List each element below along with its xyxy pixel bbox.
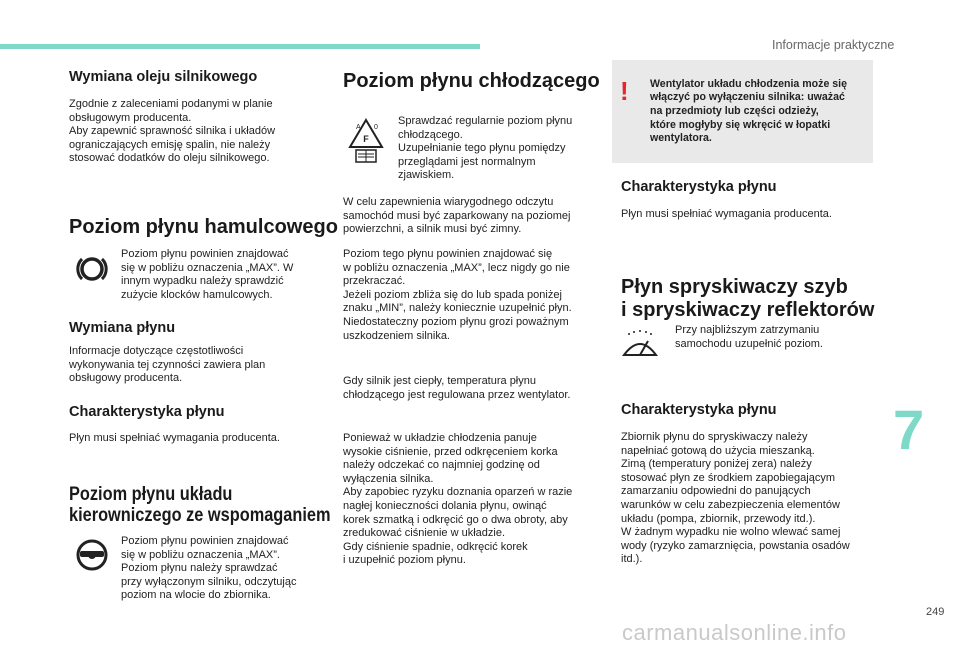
- svg-text:A: A: [356, 124, 361, 131]
- power-steering-text: Poziom płynu powinien znajdować się w pobliżu oznaczenia „MAX”. Poziom płynu należy sprawdzać przy wyłączonym silniku, odczytując poziom na wlocie do zbiornika.: [121, 535, 297, 602]
- warning-exclamation-icon: !: [620, 76, 629, 106]
- chapter-number: 7: [893, 398, 925, 461]
- coolant-para-2: Poziom tego płynu powinien znajdować się w pobliżu oznaczenia „MAX”, lecz nigdy go nie przekraczać. Jeżeli poziom zbliża się do lub spada poniżej znaku „MIN”, należy koniecznie uzupełnić płyn. Niedostateczny poziom płynu grozi poważnym uszkodzeniem silnika.: [343, 248, 572, 342]
- brake-warning-icon: [76, 253, 108, 285]
- fluid-change-text: Informacje dotyczące częstotliwości wykonywania tej czynności zawiera plan obsługowy producenta.: [69, 345, 266, 385]
- fluid-spec-text: Płyn musi spełniać wymagania producenta.: [69, 432, 280, 444]
- washer-spec-heading: Charakterystyka płynu: [621, 402, 777, 418]
- warning-note-text: Wentylator układu chłodzenia może się włączyć po wyłączeniu silnika: uważać na przedmioty lub części odzieży, które mogłyby się wkręcić w łopatki wentylatora.: [650, 77, 848, 145]
- page-number: 249: [926, 606, 945, 618]
- windscreen-washer-icon: [621, 329, 659, 361]
- power-steering-heading: Poziom płynu układu kierowniczego ze wspomaganiem: [69, 484, 331, 526]
- oil-change-text: Zgodnie z zaleceniami podanymi w planie obsługowym producenta. Aby zapewnić sprawność silnika i układów ograniczających emisję spalin, nie należy stosować dodatków do oleju silnikowego.: [69, 98, 276, 165]
- oil-change-heading: Wymiana oleju silnikowego: [69, 69, 258, 85]
- brake-fluid-text: Poziom płynu powinien znajdować się w pobliżu oznaczenia „MAX”. W innym wypadku należy sprawdzić zużycie klocków hamulcowych.: [121, 248, 294, 301]
- right-fluid-spec-text: Płyn musi spełniać wymagania producenta.: [621, 208, 832, 220]
- washer-fluid-text: Przy najbliższym zatrzymaniu samochodu uzupełnić poziom.: [675, 324, 823, 350]
- section-title: Informacje praktyczne: [772, 38, 895, 52]
- coolant-intro-text: Sprawdzać regularnie poziom płynu chłodzącego. Uzupełnianie tego płynu pomiędzy przeglądami jest normalnym zjawiskiem.: [398, 115, 573, 182]
- fluid-spec-heading: Charakterystyka płynu: [69, 404, 225, 420]
- washer-fluid-heading: Płyn spryskiwaczy szyb i spryskiwaczy reflektorów: [621, 276, 875, 321]
- watermark: carmanualsonline.info: [622, 620, 847, 645]
- coolant-temperature-icon: [348, 117, 384, 165]
- svg-text:0: 0: [374, 124, 378, 131]
- header-accent-bar: [0, 44, 480, 49]
- coolant-para-1: W celu zapewnienia wiarygodnego odczytu samochód musi być zaparkowany na poziomej powierzchni, a silnik musi być zimny.: [343, 196, 571, 236]
- fluid-change-heading: Wymiana płynu: [69, 320, 176, 336]
- svg-text:F: F: [363, 134, 369, 144]
- steering-wheel-icon: [75, 538, 109, 572]
- washer-spec-text: Zbiornik płynu do spryskiwaczy należy napełniać gotową do użycia mieszanką. Zimą (temperatury poniżej zera) należy stosować płyn ze środkiem zapobiegającym zamarzaniu odpowiedni do panujących warunków w celu zabezpieczenia elementów układu (pompa, zbiornik, przewody itd.). W żadnym wypadku nie wolno wlewać samej wody (ryzyko zamarznięcia, powstania osadów itd.).: [621, 431, 850, 566]
- brake-fluid-heading: Poziom płynu hamulcowego: [69, 216, 338, 238]
- coolant-para-4: Ponieważ w układzie chłodzenia panuje wysokie ciśnienie, przed odkręceniem korka należy odczekać co najmniej godzinę od wyłączenia silnika. Aby zapobiec ryzyku doznania oparzeń w razie nagłej konieczności dolania płynu, owinąć korek szmatką i odkręcić go o dwa obroty, aby zredukować ciśnienie w układzie. Gdy ciśnienie spadnie, odkręcić korek i uzupełnić poziom płynu.: [343, 432, 573, 567]
- coolant-heading: Poziom płynu chłodzącego: [343, 70, 600, 92]
- coolant-para-3: Gdy silnik jest ciepły, temperatura płynu chłodzącego jest regulowana przez wentylator.: [343, 375, 571, 401]
- right-fluid-spec-heading: Charakterystyka płynu: [621, 179, 777, 195]
